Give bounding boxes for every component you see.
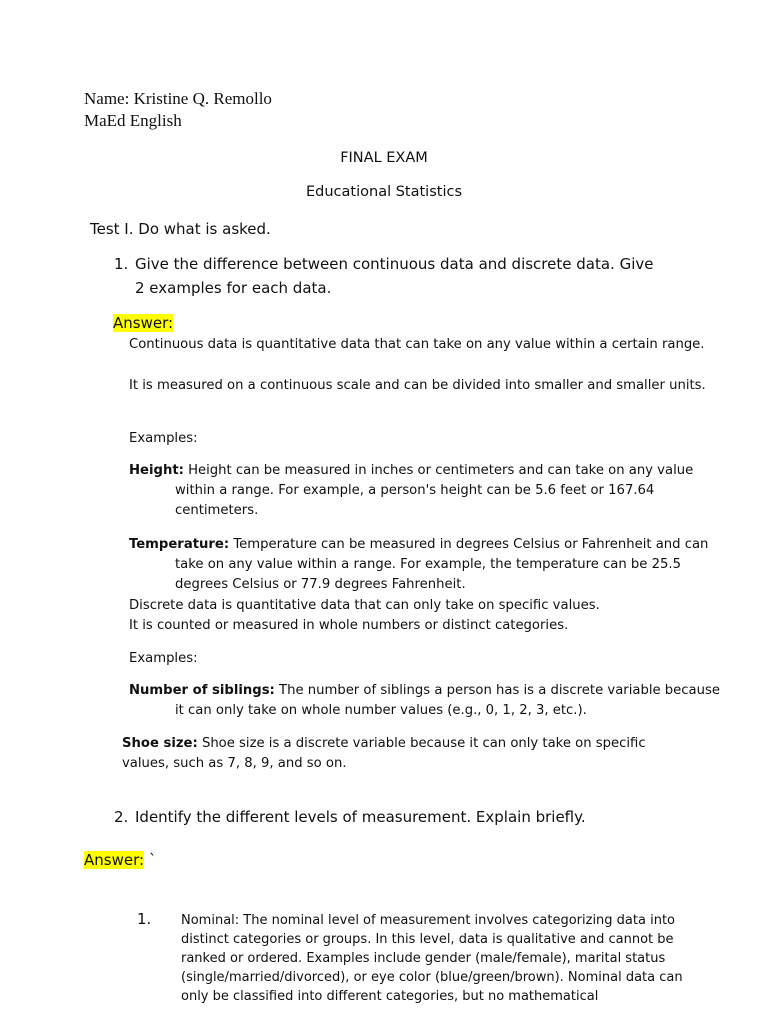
- q1-answer-label: Answer:: [113, 314, 174, 332]
- student-program: MaEd English: [84, 111, 182, 130]
- exam-title: FINAL EXAM: [340, 150, 428, 166]
- q2-text: Identify the different levels of measurement. Explain briefly.: [135, 808, 586, 826]
- q2-item1-nominal: Nominal: The nominal level of measurement involves categorizing data into distinct categories or groups. In this level, data is qualitative and cannot be ranked or ordered. Examples include gender (male/female), marital status (single/married/divorced), or eye color (blue/green/brown). Nominal data can only be classified into different categories, but no mathematical: [181, 913, 683, 1004]
- test-heading: Test I. Do what is asked.: [90, 220, 271, 238]
- examples-label-discrete: Examples:: [129, 651, 198, 666]
- temperature-term: Temperature:: [129, 537, 230, 552]
- example-temperature: [129, 535, 720, 595]
- q2-item1-number: 1.: [137, 910, 152, 928]
- q1-text-line2: 2 examples for each data.: [135, 279, 332, 297]
- height-term: Height:: [129, 463, 184, 478]
- student-name: Name: Kristine Q. Remollo: [84, 89, 272, 108]
- temperature-text: Temperature can be measured in degrees Celsius or Fahrenheit and can take on any value within a range. For example, the temperature can be 25.5 degrees Celsius or 77.9 degrees Fahrenheit.: [175, 537, 709, 592]
- q2-number: 2.: [114, 808, 129, 826]
- continuous-definition: Continuous data is quantitative data that can take on any value within a certain range.: [129, 337, 705, 352]
- discrete-measure: It is counted or measured in whole numbers or distinct categories.: [129, 618, 569, 633]
- example-siblings: [129, 681, 720, 721]
- siblings-term: Number of siblings:: [129, 683, 275, 698]
- q2-answer-mark: `: [144, 851, 157, 869]
- q1-text-line1: Give the difference between continuous data and discrete data. Give: [135, 255, 654, 273]
- example-height: [129, 461, 720, 521]
- shoe-size-term: Shoe size:: [122, 736, 198, 751]
- shoe-size-text: Shoe size is a discrete variable because it can only take on specific values, such as 7, 8, 9, and so on.: [122, 736, 646, 771]
- examples-label-continuous: Examples:: [129, 431, 198, 446]
- siblings-text: The number of siblings a person has is a discrete variable because it can only take on whole number values (e.g., 0, 1, 2, 3, etc.).: [175, 683, 720, 718]
- continuous-measure: It is measured on a continuous scale and can be divided into smaller and smaller units.: [129, 378, 706, 393]
- q2-answer-label: Answer: `: [84, 851, 157, 869]
- example-shoe-size: [122, 734, 662, 774]
- exam-subject: Educational Statistics: [306, 184, 462, 200]
- discrete-definition: Discrete data is quantitative data that can only take on specific values.: [129, 598, 600, 613]
- q1-number: 1.: [114, 255, 129, 273]
- height-text: Height can be measured in inches or centimeters and can take on any value within a range. For example, a person's height can be 5.6 feet or 167.64 centimeters.: [175, 463, 694, 518]
